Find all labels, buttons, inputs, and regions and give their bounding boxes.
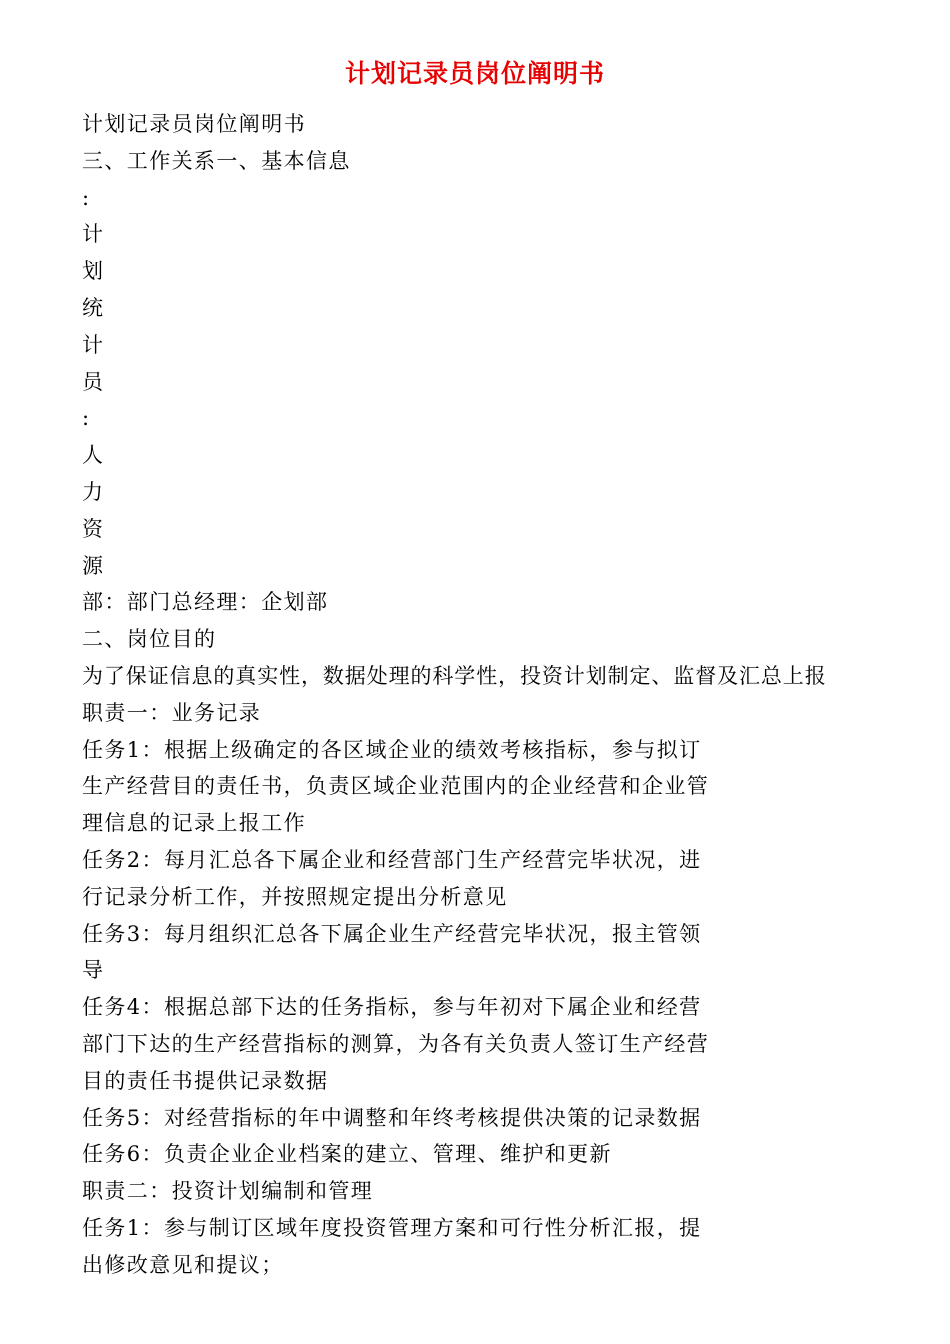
text-line: 为了保证信息的真实性，数据处理的科学性，投资计划制定、监督及汇总上报 [82,663,827,688]
text-line: 计 [82,222,105,247]
text-line: 员 [82,369,105,394]
text-line: 人 [82,443,105,468]
text-line: 部：部门总经理：企划部 [82,590,329,615]
text-line: 任务1：参与制订区域年度投资管理方案和可行性分析汇报，提 [82,1215,702,1240]
text-line: 三、工作关系一、基本信息 [82,148,351,173]
text-line: 计 [82,332,105,357]
text-line: 出修改意见和提议； [82,1252,284,1277]
text-line: 部门下达的生产经营指标的测算，为各有关负责人签订生产经营 [82,1031,710,1056]
text-line: 资 [82,516,105,541]
text-line: 统 [82,295,105,320]
text-line: 导 [82,958,105,983]
text-line: : [82,406,91,431]
text-line: 任务5：对经营指标的年中调整和年终考核提供决策的记录数据 [82,1105,702,1130]
text-line: 目的责任书提供记录数据 [82,1068,329,1093]
text-line: 行记录分析工作，并按照规定提出分析意见 [82,884,508,909]
text-line: : [82,185,91,210]
document-body [82,106,922,1284]
text-line: 划 [82,259,105,284]
text-line: 任务1：根据上级确定的各区域企业的绩效考核指标，参与拟订 [82,737,702,762]
text-line: 职责一：业务记录 [82,700,262,725]
document-title: 计划记录员岗位阐明书 [344,59,605,88]
text-line: 任务3：每月组织汇总各下属企业生产经营完毕状况，报主管领 [82,921,702,946]
text-line: 任务4：根据总部下达的任务指标，参与年初对下属企业和经营 [82,995,702,1020]
text-line: 任务6：负责企业企业档案的建立、管理、维护和更新 [82,1142,612,1167]
text-line: 二、岗位目的 [82,627,217,652]
text-line: 职责二：投资计划编制和管理 [82,1179,374,1204]
text-line: 理信息的记录上报工作 [82,811,306,836]
text-line: 生产经营目的责任书，负责区域企业范围内的企业经营和企业管 [82,774,710,799]
text-line: 力 [82,479,105,504]
text-line: 任务2：每月汇总各下属企业和经营部门生产经营完毕状况，进 [82,847,702,872]
text-line: 计划记录员岗位阐明书 [82,112,306,136]
text-line: 源 [82,553,105,578]
